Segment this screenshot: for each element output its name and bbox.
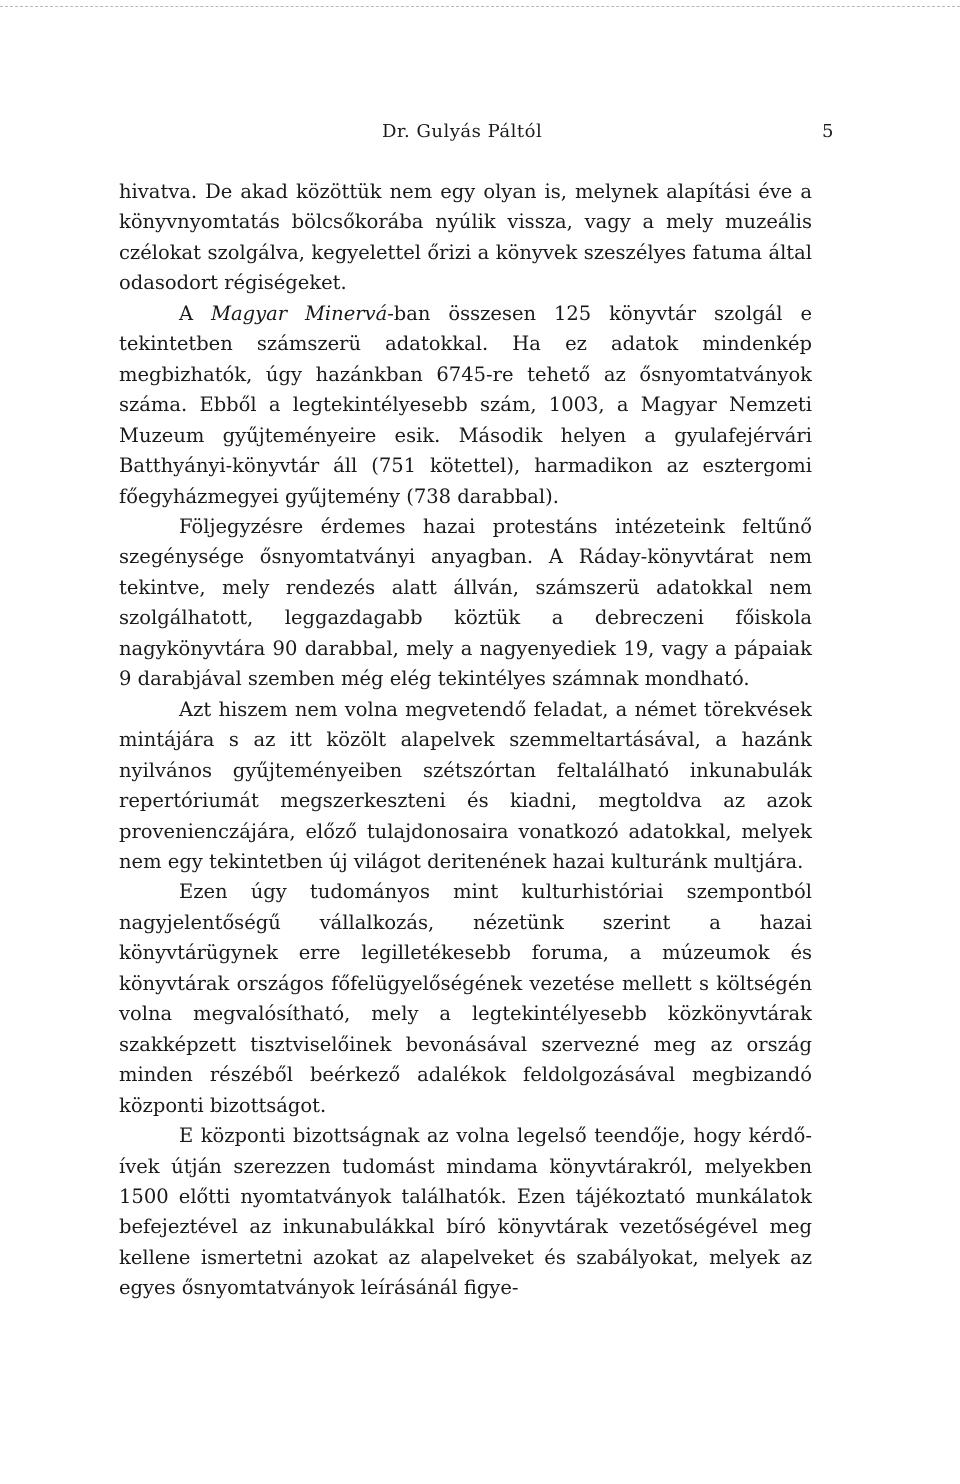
scan-edge-line bbox=[0, 6, 960, 7]
body-text bbox=[119, 177, 812, 1304]
paragraph-1: hivatva. De akad közöttük nem egy olyan is, melynek alapítási éve a könyvnyomtatás bölcsőkorába nyúlik vissza, vagy a mely muzeális czélokat szolgálva, kegyelettel őrizi a könyvek szeszélyes fatuma által odasodort régiségeket. bbox=[119, 180, 812, 295]
paragraph-2 bbox=[119, 299, 812, 512]
paragraph-4: Azt hiszem nem volna megvetendő feladat, a német törekvések mintájára s az itt közölt alapelvek szemmeltartásával, a hazánk nyilvános gyűjteményeiben szétszórtan feltalálható inkunabulák repertóriumát megszerkeszteni és kiadni, megtoldva az azok provenienczájára, előző tulajdonosaira vonatkozó adatokkal, melyek nem egy tekintetben új világot deritenének hazai kulturánk multjára. bbox=[119, 697, 812, 873]
running-head-author: Dr. Gulyás Páltól bbox=[382, 121, 543, 142]
paragraph-6: E központi bizottságnak az volna legelső teendője, hogy kérdő-ívek útján szerezzen tudomást mindama könyvtárakról, melyekben 1500 előtti nyomtatványok találhatók. Ezen tájékoztató munkálatok befejeztével az inkunabulákkal bíró könyvtárak vezetőségével meg kellene ismertetni azokat az alapelveket és szabályokat, melyek az egyes ősnyomtatványok leírásánál figye- bbox=[119, 1124, 812, 1300]
paragraph-2-lead: A bbox=[179, 301, 211, 325]
page-number: 5 bbox=[822, 121, 834, 142]
running-head bbox=[0, 118, 960, 146]
italic-title: Magyar Minervá bbox=[211, 301, 388, 325]
paragraph-3: Följegyzésre érdemes hazai protestáns intézeteink feltűnő szegénysége ősnyomtatványi anyagban. A Ráday-könyvtárat nem tekintve, mely rendezés alatt állván, számszerü adatokkal nem szolgálhatott, leggazdagabb köztük a debreczeni főiskola nagykönyvtára 90 darabbal, mely a nagyenyediek 19, vagy a pápaiak 9 darabjával szemben még elég tekintélyes számnak mondható. bbox=[119, 514, 812, 691]
paragraph-5: Ezen úgy tudományos mint kulturhistóriai szempontból nagyjelentőségű vállalkozás, nézetünk szerint a hazai könyvtárügynek erre legilletékesebb foruma, a múzeumok és könyvtárak országos főfelügyelőségének vezetése mellett s költségén volna megvalósítható, mely a legtekintélyesebb közkönyvtárak szakképzett tisztviselőinek bevonásával szervezné meg az ország minden részéből beérkező adalékok feldolgozásával megbizandó központi bizottságot. bbox=[119, 880, 812, 1117]
paragraph-2-rest: -ban összesen 125 könyvtár szolgál e tekintetben számszerü adatokkal. Ha ez adatok mindenkép megbizhatók, úgy hazánkban 6745-re tehető az ősnyomtatványok száma. Ebből a legtekintélyesebb szám, 1003, a Magyar Nemzeti Muzeum gyűjteményeire esik. Második helyen a gyulafejérvári Batthyányi-könyvtár áll (751 kötettel), harmadikon az esztergomi főegyházmegyei gyűjtemény (738 darabbal). bbox=[119, 301, 812, 508]
